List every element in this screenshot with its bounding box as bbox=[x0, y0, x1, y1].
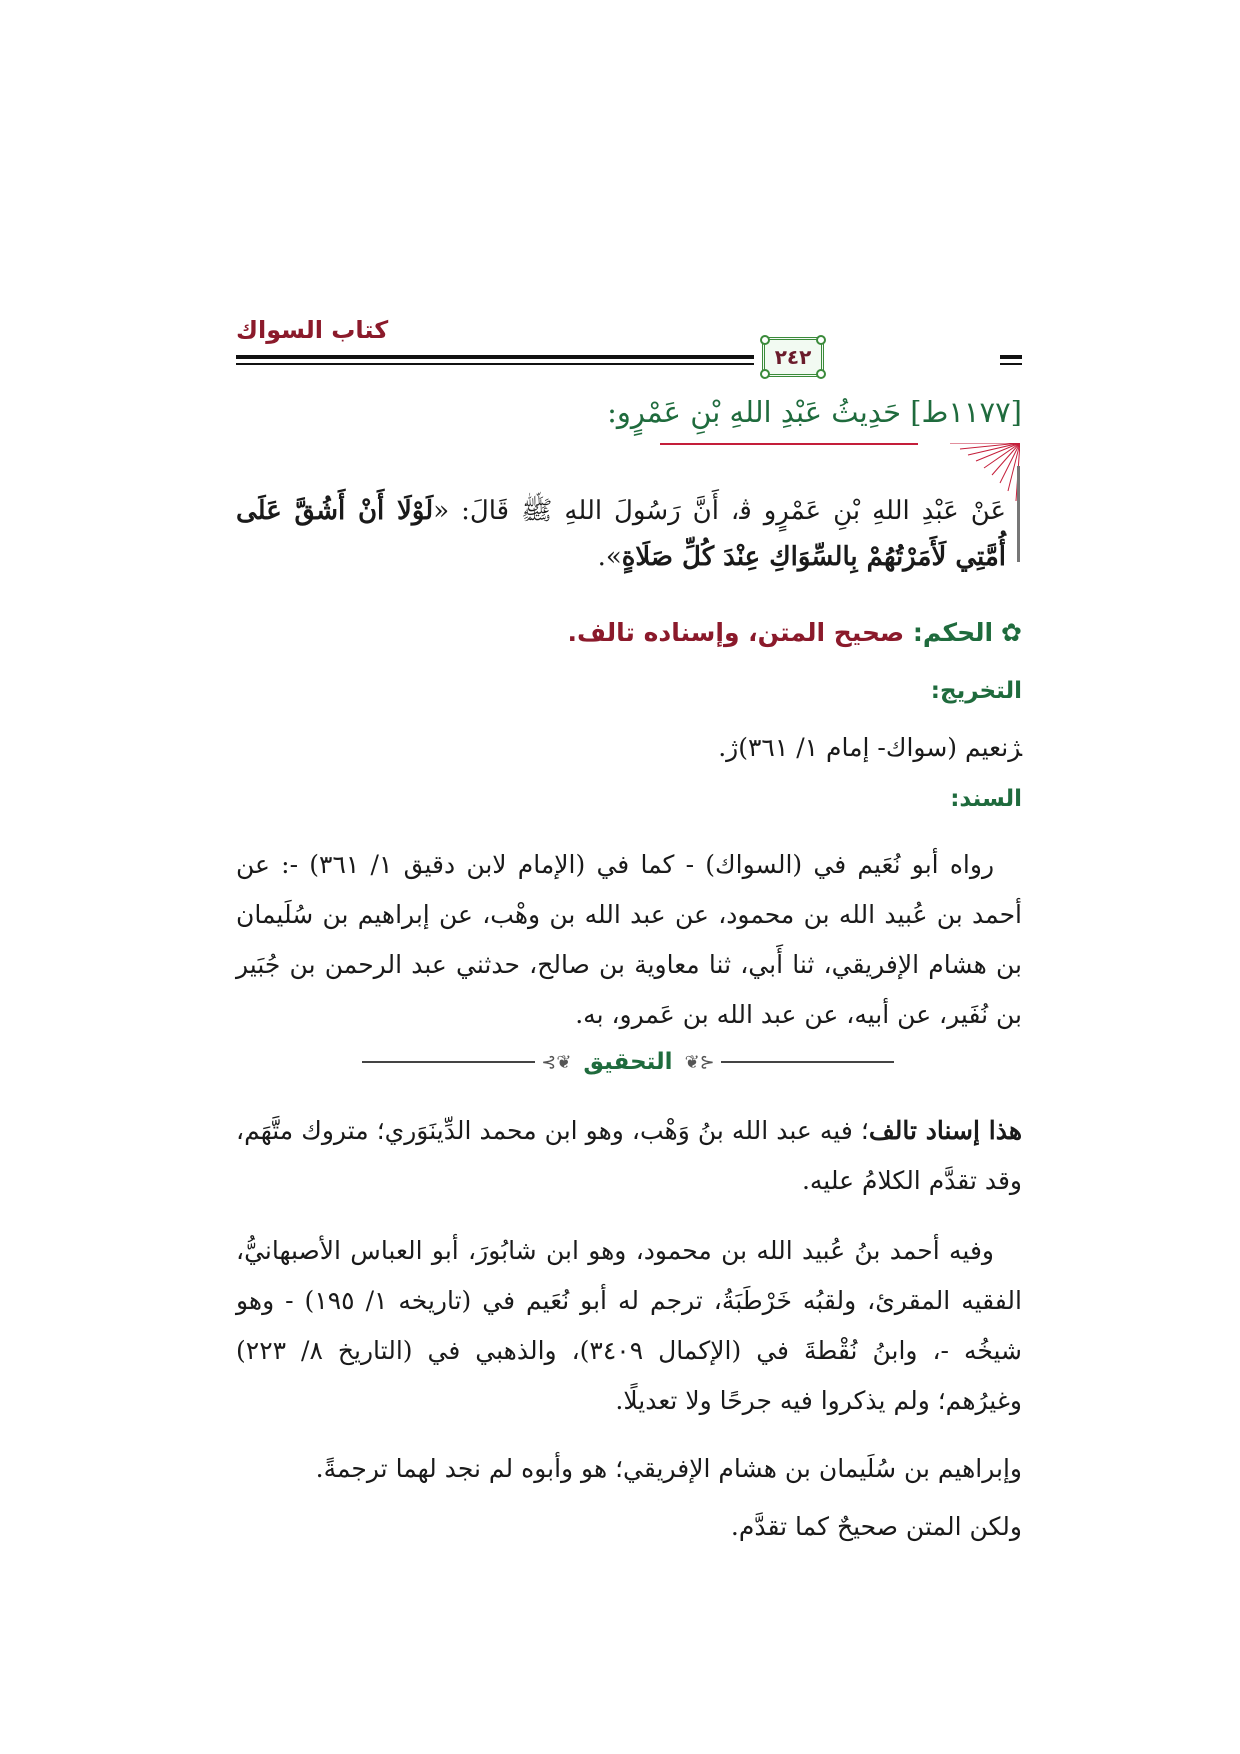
divider-line bbox=[721, 1061, 894, 1063]
hadith-text bbox=[236, 488, 1006, 580]
frame-corner-ornament bbox=[760, 335, 770, 345]
quote-bar bbox=[1017, 466, 1020, 562]
ruling bbox=[567, 618, 1022, 647]
tahqiq-p1-rest: ؛ فيه عبد الله بنُ وَهْب، وهو ابن محمد الدِّينَوَري؛ متروك متَّهَم، وقد تقدَّم الكلامُ عليه. bbox=[236, 1116, 1022, 1195]
divider-ornament-icon: ⊰❦ bbox=[684, 1051, 715, 1073]
sanad-label: السند: bbox=[950, 786, 1022, 812]
header-rule-thin bbox=[236, 363, 754, 365]
hadith-text-plain: عَنْ عَبْدِ اللهِ بْنِ عَمْرٍو ﭬ، أَنَّ رَسُولَ اللهِ ﷺ قَالَ: « bbox=[433, 496, 1007, 526]
takhrij-label: التخريج: bbox=[930, 678, 1022, 704]
header-rule bbox=[236, 355, 754, 359]
page-number-frame bbox=[762, 337, 824, 377]
tahqiq-title: التحقيق bbox=[583, 1049, 673, 1075]
ruling-value: صحيح المتن، وإسناده تالف. bbox=[567, 618, 905, 647]
sanad-text: رواه أبو نُعَيم في (السواك) - كما في (الإمام لابن دقيق ١/ ٣٦١) -: عن أحمد بن عُبيد الله بن محمود، عن عبد الله بن وهْب، عن إبراهيم بن سُلَيمان بن هشام الإفريقي، ثنا أَبي، ثنا معاوية بن صالح، حدثني عبد الرحمن بن جُبَير بن نُفَير، عن أبيه، عن عبد الله بن عَمرو، به. bbox=[236, 850, 1022, 1029]
page-number: ٢٤٢ bbox=[774, 345, 812, 369]
hadith-text-bold: لَوْلَا أَنْ أَشُقَّ عَلَى أُمَّتِي لَأَمَرْتُهُمْ بِالسِّوَاكِ عِنْدَ كُلِّ صَلَاةٍ bbox=[236, 496, 1006, 572]
ruling-label: الحكم: bbox=[912, 618, 994, 647]
heading-underline bbox=[660, 443, 918, 445]
tahqiq-paragraph-1 bbox=[236, 1106, 1022, 1206]
takhrij-source: ﮋنعيم (سواك- إمام ١/ ٣٦١)ﮊ. bbox=[718, 733, 1022, 762]
frame-corner-ornament bbox=[816, 335, 826, 345]
header-rule-short-thin bbox=[1000, 363, 1022, 365]
tahqiq-paragraph-4: ولكن المتن صحيحٌ كما تقدَّم. bbox=[730, 1512, 1022, 1541]
divider-line bbox=[362, 1061, 535, 1063]
tahqiq-divider bbox=[362, 1042, 894, 1082]
divider-ornament-icon: ❦⊱ bbox=[541, 1051, 572, 1073]
flower-icon: ✿ bbox=[1001, 618, 1022, 647]
header-rule-short bbox=[1000, 355, 1022, 359]
tahqiq-paragraph-2: وفيه أحمد بنُ عُبيد الله بن محمود، وهو ابن شابُورَ، أبو العباس الأصبهانيُّ، الفقيه المقرئ، ولقبُه خَرْطَبَةُ، ترجم له أبو نُعَيم في (تاريخه ١/ ١٩٥) - وهو شيخُه -، وابنُ نُقْطةَ في (الإكمال ٣٤٠٩)، والذهبي في (التاريخ ٨/ ٢٢٣) وغيرُهم؛ ولم يذكروا فيه جرحًا ولا تعديلًا. bbox=[236, 1236, 1022, 1415]
frame-corner-ornament bbox=[816, 369, 826, 379]
tahqiq-paragraph-3: وإبراهيم بن سُلَيمان بن هشام الإفريقي؛ هو وأبوه لم نجد لهما ترجمةً. bbox=[315, 1454, 1022, 1483]
book-title: كتاب السواك bbox=[236, 316, 389, 344]
frame-corner-ornament bbox=[760, 369, 770, 379]
hadith-heading: [١١٧٧ط] حَدِيثُ عَبْدِ اللهِ بْنِ عَمْرٍو: bbox=[607, 395, 1022, 429]
hadith-text-end: ». bbox=[597, 542, 622, 572]
tahqiq-p1-bold: هذا إسناد تالف bbox=[868, 1116, 1023, 1145]
